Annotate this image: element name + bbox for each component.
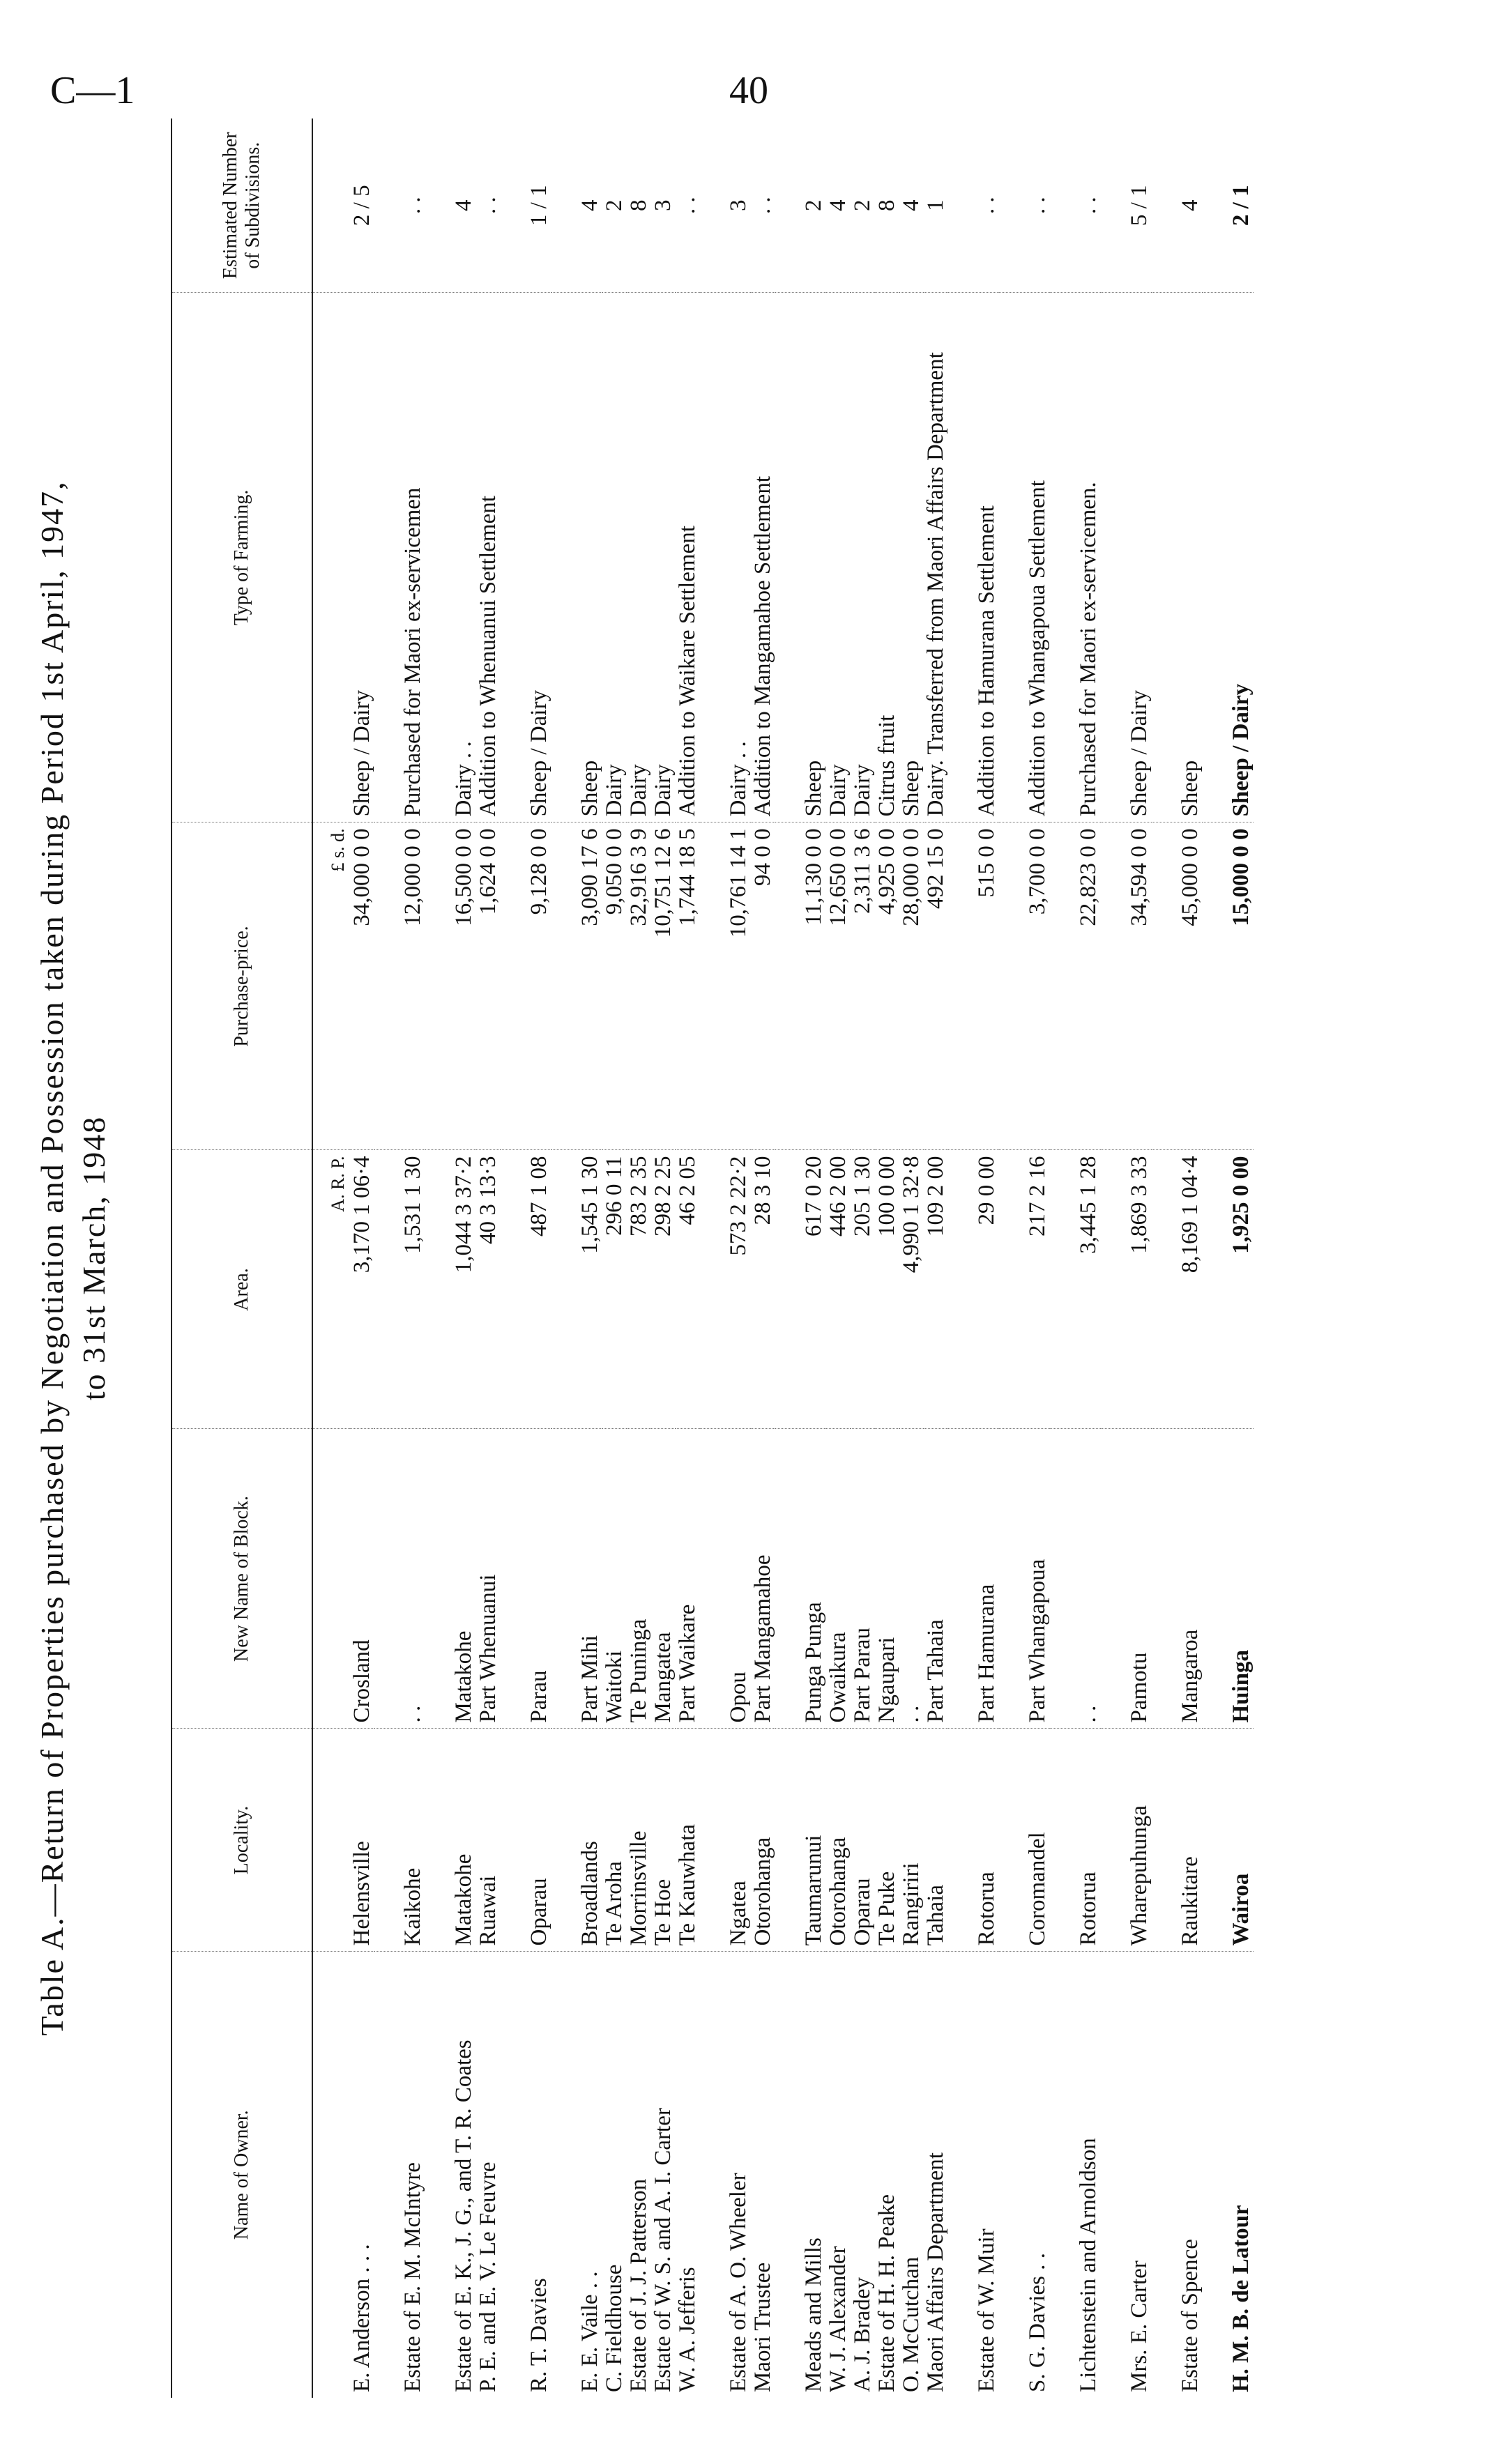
owner-cell: Maori Affairs Department: [923, 2152, 948, 2392]
locality-cell: Rangiriri: [899, 1729, 924, 1952]
farming-cell: Addition to Whenuanui Settlement: [476, 293, 501, 822]
subdivisions-cell: 2: [775, 118, 826, 293]
block-cell: Part Whenuanui: [476, 1429, 501, 1729]
block-cell: Crosland: [350, 1429, 374, 1729]
block-cell: Punga Punga: [775, 1429, 826, 1729]
header-owner: Name of Owner.: [172, 1952, 312, 2398]
table-row: [999, 118, 1050, 2398]
owner-cell: Estate of E. K., J. G., and T. R. Coates: [451, 2040, 476, 2392]
table-row: [627, 118, 651, 2398]
area-cell: 1,044 3 37·2: [425, 1150, 476, 1429]
locality-cell: Oparau: [851, 1729, 875, 1952]
farming-cell: Purchased for Maori ex-servicemen.: [1050, 293, 1101, 822]
locality-cell: Te Hoe: [651, 1729, 676, 1952]
area-cell: 487 1 08: [501, 1150, 551, 1429]
report-code: C—1: [50, 69, 135, 112]
locality-cell: Coromandel: [999, 1729, 1050, 1952]
header-farming: Type of Farming.: [172, 293, 312, 822]
block-cell: Part Hamurana: [948, 1429, 999, 1729]
block-cell: Pamotu: [1101, 1429, 1152, 1729]
price-cell: 3,090 17 6: [551, 822, 602, 1150]
table-row: [651, 118, 676, 2398]
area-cell: 28 3 10: [751, 1150, 775, 1429]
subdivisions-cell: . .: [374, 118, 425, 293]
area-cell: 617 0 20: [775, 1150, 826, 1429]
subdivisions-cell: 4: [899, 118, 924, 293]
block-cell: Part Waikare: [676, 1429, 700, 1729]
farming-cell: Sheep: [775, 293, 826, 822]
area-units: A. R. P.: [312, 1150, 350, 1429]
locality-cell: Tahaia: [924, 1729, 948, 1952]
area-cell: 3,445 1 28: [1050, 1150, 1101, 1429]
price-cell: 10,761 14 1: [700, 822, 751, 1150]
subdivisions-cell: 2: [851, 118, 875, 293]
farming-cell: Sheep: [899, 293, 924, 822]
owner-cell: O. McCutchan: [899, 2256, 924, 2392]
locality-cell: Oparau: [501, 1729, 551, 1952]
price-cell: 9,128 0 0: [501, 822, 551, 1150]
locality-cell: Kaikohe: [374, 1729, 425, 1952]
table-row: [1050, 118, 1101, 2398]
owner-cell: P. E. and E. V. Le Feuvre: [475, 2161, 501, 2392]
locality-cell: Wairoa: [1203, 1729, 1254, 1952]
table-row: [374, 118, 425, 2398]
subdivisions-cell: 8: [875, 118, 899, 293]
table-row: [350, 118, 374, 2398]
area-cell: 1,531 1 30: [374, 1150, 425, 1429]
subdivisions-cell: 4: [1152, 118, 1203, 293]
locality-cell: Rotorua: [948, 1729, 999, 1952]
table-row: [899, 118, 924, 2398]
header-area: [172, 1150, 312, 1429]
block-cell: Parau: [501, 1429, 551, 1729]
locality-cell: Matakohe: [425, 1729, 476, 1952]
page-number: 40: [729, 69, 768, 112]
area-cell: 783 2 35: [627, 1150, 651, 1429]
table-row: [775, 118, 826, 2398]
farming-cell: Addition to Waikare Settlement: [676, 293, 700, 822]
price-cell: 28,000 0 0: [899, 822, 924, 1150]
locality-cell: Wharepuhunga: [1101, 1729, 1152, 1952]
locality-cell: Te Puke: [875, 1729, 899, 1952]
owner-cell: E. E. Vaile . .: [577, 2271, 602, 2392]
subdivisions-cell: 2 / 5: [350, 118, 374, 293]
farming-cell: Sheep / Dairy: [1101, 293, 1152, 822]
subdivisions-cell: . .: [1050, 118, 1101, 293]
farming-cell: Sheep / Dairy: [1203, 293, 1254, 822]
block-cell: Te Puninga: [627, 1429, 651, 1729]
area-cell: 446 2 00: [826, 1150, 851, 1429]
subdivisions-cell: 3: [651, 118, 676, 293]
locality-cell: Raukitare: [1152, 1729, 1203, 1952]
owner-cell: Estate of H. H. Peake: [874, 2194, 899, 2392]
table-row: [501, 118, 551, 2398]
price-cell: 3,700 0 0: [999, 822, 1050, 1150]
price-cell: 11,130 0 0: [775, 822, 826, 1150]
farming-cell: Dairy: [851, 293, 875, 822]
subdivisions-cell: 4: [826, 118, 851, 293]
subdivisions-cell: . .: [676, 118, 700, 293]
table-row: [851, 118, 875, 2398]
farming-cell: Dairy: [627, 293, 651, 822]
price-cell: 515 0 0: [948, 822, 999, 1150]
subdivisions-cell: . .: [948, 118, 999, 293]
subdivisions-cell: 1 / 1: [501, 118, 551, 293]
block-cell: Ngaupari: [875, 1429, 899, 1729]
block-cell: Part Mihi: [551, 1429, 602, 1729]
locality-cell: Te Aroha: [602, 1729, 627, 1952]
farming-cell: Dairy . .: [700, 293, 751, 822]
block-cell: Part Mangamahoe: [751, 1429, 775, 1729]
block-cell: Part Tahaia: [924, 1429, 948, 1729]
table-title: [31, 118, 115, 2398]
owner-cell: R. T. Davies: [526, 2278, 551, 2392]
header-block: New Name of Block.: [172, 1429, 312, 1729]
owner-cell: Estate of E. M. McIntyre: [400, 2162, 425, 2392]
table-row: [1203, 118, 1254, 2398]
area-cell: 205 1 30: [851, 1150, 875, 1429]
owner-cell: C. Fieldhouse: [602, 2264, 627, 2392]
subdivisions-cell: . .: [751, 118, 775, 293]
price-units: £ s. d.: [312, 822, 350, 1150]
block-cell: . .: [374, 1429, 425, 1729]
table-title-line-2: to 31st March, 1948: [76, 1115, 112, 1401]
farming-cell: Citrus fruit: [875, 293, 899, 822]
subdivisions-cell: 4: [425, 118, 476, 293]
table-row: [924, 118, 948, 2398]
rotated-table-block: [31, 118, 1398, 2398]
owner-cell: Mrs. E. Carter: [1127, 2260, 1152, 2392]
price-cell: 12,650 0 0: [826, 822, 851, 1150]
owner-cell: Maori Trustee: [750, 2262, 775, 2392]
block-cell: Owaikura: [826, 1429, 851, 1729]
locality-cell: Rotorua: [1050, 1729, 1101, 1952]
table-row: [751, 118, 775, 2398]
area-cell: 1,545 1 30: [551, 1150, 602, 1429]
price-cell: 4,925 0 0: [875, 822, 899, 1150]
owner-cell: Meads and Mills: [801, 2237, 826, 2392]
price-cell: 2,311 3 6: [851, 822, 875, 1150]
price-cell: 12,000 0 0: [374, 822, 425, 1150]
locality-cell: Otorohanga: [751, 1729, 775, 1952]
table-row: [676, 118, 700, 2398]
area-cell: 3,170 1 06·4: [350, 1150, 374, 1429]
subdivisions-cell: 4: [551, 118, 602, 293]
area-cell: 298 2 25: [651, 1150, 676, 1429]
area-cell: 46 2 05: [676, 1150, 700, 1429]
farming-cell: Addition to Whangapoua Settlement: [999, 293, 1050, 822]
table-row: [948, 118, 999, 2398]
farming-cell: Dairy: [602, 293, 627, 822]
table-row: [875, 118, 899, 2398]
farming-cell: Dairy: [651, 293, 676, 822]
subdivisions-cell: 3: [700, 118, 751, 293]
table-row: [425, 118, 476, 2398]
table-row: [551, 118, 602, 2398]
area-cell: 100 0 00: [875, 1150, 899, 1429]
table-row: [700, 118, 751, 2398]
price-cell: 22,823 0 0: [1050, 822, 1101, 1150]
farming-cell: Dairy: [826, 293, 851, 822]
table-row: [476, 118, 501, 2398]
owner-cell: Estate of W. S. and A. I. Carter: [650, 2108, 676, 2392]
subdivisions-cell: 8: [627, 118, 651, 293]
owner-cell: A. J. Bradey: [850, 2277, 875, 2392]
farming-cell: Sheep / Dairy: [501, 293, 551, 822]
owner-cell: Estate of W. Muir: [974, 2228, 999, 2392]
area-cell: 4,990 1 32·8: [899, 1150, 924, 1429]
farming-cell: Sheep: [1152, 293, 1203, 822]
locality-cell: Te Kauwhata: [676, 1729, 700, 1952]
block-cell: Huinga: [1203, 1429, 1254, 1729]
owner-cell: W. A. Jefferis: [675, 2267, 700, 2392]
owner-cell: H. M. B. de Latour: [1228, 2205, 1254, 2392]
price-cell: 15,000 0 0: [1203, 822, 1254, 1150]
block-cell: . .: [899, 1429, 924, 1729]
area-cell: 40 3 13·3: [476, 1150, 501, 1429]
price-cell: 32,916 3 9: [627, 822, 651, 1150]
owner-cell: W. J. Alexander: [825, 2246, 851, 2392]
block-cell: . .: [1050, 1429, 1101, 1729]
price-cell: 1,624 0 0: [476, 822, 501, 1150]
farming-cell: Sheep / Dairy: [350, 293, 374, 822]
subdivisions-cell: . .: [999, 118, 1050, 293]
owner-cell: Estate of Spence: [1178, 2239, 1203, 2392]
units-row: [312, 118, 350, 2398]
farming-cell: Purchased for Maori ex-servicemen: [374, 293, 425, 822]
farming-cell: Addition to Mangamahoe Settlement: [751, 293, 775, 822]
block-cell: Waitoki: [602, 1429, 627, 1729]
header-price: [172, 822, 312, 1150]
area-cell: 1,925 0 00: [1203, 1150, 1254, 1429]
locality-cell: Ngatea: [700, 1729, 751, 1952]
area-cell: 1,869 3 33: [1101, 1150, 1152, 1429]
area-cell: 217 2 16: [999, 1150, 1050, 1429]
block-cell: Matakohe: [425, 1429, 476, 1729]
price-cell: 9,050 0 0: [602, 822, 627, 1150]
farming-cell: Dairy. Transferred from Maori Affairs Department: [924, 293, 948, 822]
owner-cell: E. Anderson . . .: [349, 2244, 374, 2392]
table-row: [1101, 118, 1152, 2398]
locality-cell: Ruawai: [476, 1729, 501, 1952]
locality-cell: Taumarunui: [775, 1729, 826, 1952]
area-cell: 573 2 22·2: [700, 1150, 751, 1429]
subdivisions-cell: 2: [602, 118, 627, 293]
price-cell: 34,594 0 0: [1101, 822, 1152, 1150]
table-row: [1152, 118, 1203, 2398]
header-area-label: Area.: [231, 1268, 252, 1311]
price-cell: 10,751 12 6: [651, 822, 676, 1150]
farming-cell: Dairy . .: [425, 293, 476, 822]
owner-cell: Estate of J. J. Patterson: [626, 2178, 651, 2392]
owner-cell: Lichtenstein and Arnoldson: [1076, 2138, 1101, 2392]
price-cell: 45,000 0 0: [1152, 822, 1203, 1150]
table-row: [602, 118, 627, 2398]
table-row: [826, 118, 851, 2398]
owner-cell: S. G. Davies . .: [1025, 2253, 1050, 2392]
block-cell: Opou: [700, 1429, 751, 1729]
area-cell: 29 0 00: [948, 1150, 999, 1429]
header-subdivisions: Estimated Number of Subdivisions.: [172, 118, 312, 293]
locality-cell: Helensville: [350, 1729, 374, 1952]
subdivisions-cell: 5 / 1: [1101, 118, 1152, 293]
block-cell: Part Whangapoua: [999, 1429, 1050, 1729]
price-cell: 94 0 0: [751, 822, 775, 1150]
price-cell: 492 15 0: [924, 822, 948, 1150]
locality-cell: Morrinsville: [627, 1729, 651, 1952]
area-cell: 109 2 00: [924, 1150, 948, 1429]
header-price-label: Purchase-price.: [231, 926, 252, 1047]
owner-cell: Estate of A. O. Wheeler: [726, 2173, 751, 2392]
locality-cell: Broadlands: [551, 1729, 602, 1952]
block-cell: Mangatea: [651, 1429, 676, 1729]
farming-cell: Addition to Hamurana Settlement: [948, 293, 999, 822]
area-cell: 296 0 11: [602, 1150, 627, 1429]
farming-cell: Sheep: [551, 293, 602, 822]
properties-table: [171, 118, 1254, 2398]
price-cell: 16,500 0 0: [425, 822, 476, 1150]
subdivisions-cell: 1: [924, 118, 948, 293]
table-title-line-1: Table A.—Return of Properties purchased by Negotiation and Possession taken during Period 1st April, 1947,: [34, 480, 70, 2036]
subdivisions-cell: 2 / 1: [1203, 118, 1254, 293]
header-locality: Locality.: [172, 1729, 312, 1952]
area-cell: 8,169 1 04·4: [1152, 1150, 1203, 1429]
price-cell: 1,744 18 5: [676, 822, 700, 1150]
block-cell: Part Parau: [851, 1429, 875, 1729]
table-header-row: [172, 118, 312, 2398]
block-cell: Mangaroa: [1152, 1429, 1203, 1729]
locality-cell: Otorohanga: [826, 1729, 851, 1952]
price-cell: 34,000 0 0: [350, 822, 374, 1150]
subdivisions-cell: . .: [476, 118, 501, 293]
